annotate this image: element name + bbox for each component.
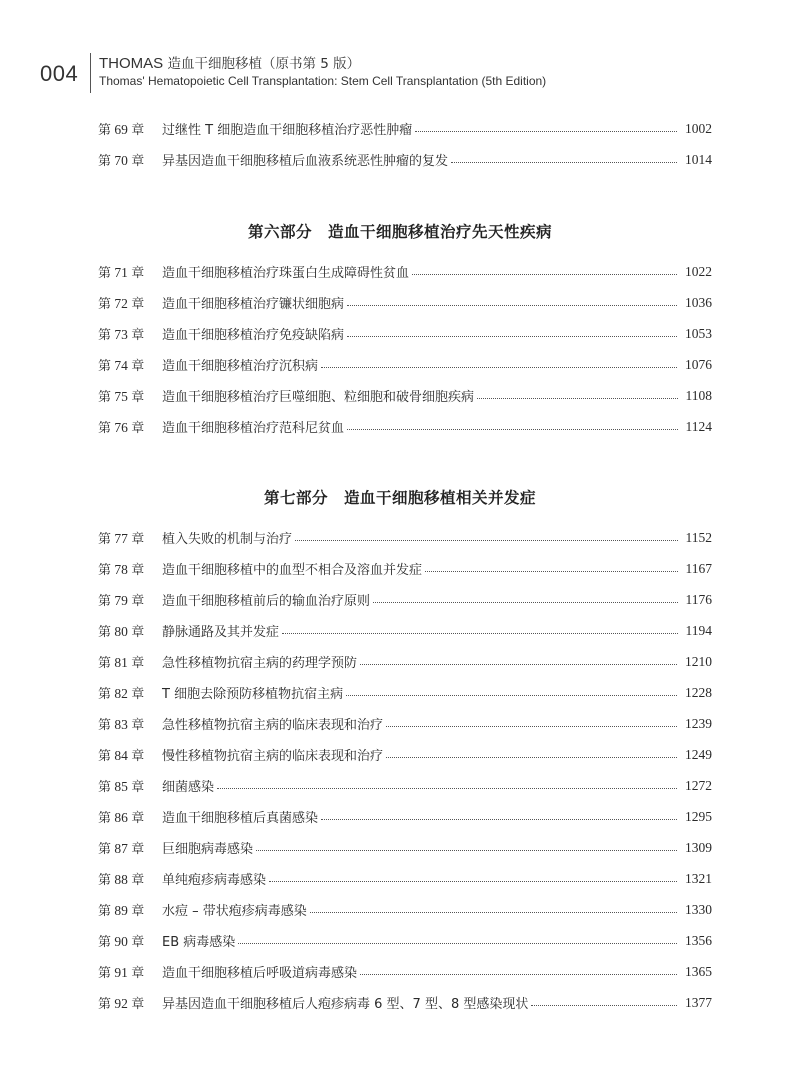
chapter-title: EB 病毒感染: [162, 935, 236, 950]
chapter-title: 急性移植物抗宿主病的药理学预防: [162, 656, 358, 671]
chapter-number: 84: [111, 748, 132, 763]
page-ref: 1377: [685, 994, 712, 1010]
page-ref: 1152: [685, 529, 712, 545]
chapter-prefix: 第: [98, 873, 112, 888]
chapter-prefix: 第: [98, 656, 112, 671]
page-ref: 1272: [685, 777, 712, 793]
page-ref: 1076: [685, 356, 712, 372]
chapter-title: 过继性 T 细胞造血干细胞移植治疗恶性肿瘤: [162, 123, 413, 138]
dot-leader: [269, 881, 677, 882]
chapter-prefix: 第: [98, 935, 112, 950]
chapter-prefix: 第: [98, 966, 112, 981]
book-title-cn-text: 造血干细胞移植（原书第 5 版）: [163, 56, 361, 72]
page-ref: 1365: [685, 963, 712, 979]
chapter-suffix: 章: [131, 997, 145, 1012]
page-ref: 1249: [685, 746, 712, 762]
chapter-title: 造血干细胞移植治疗沉积病: [162, 359, 319, 374]
chapter-suffix: 章: [131, 421, 145, 436]
chapter-title: 造血干细胞移植中的血型不相合及溶血并发症: [162, 563, 423, 578]
page-ref: 1053: [685, 325, 712, 341]
chapter-label: [98, 838, 162, 857]
chapter-number: 87: [111, 841, 132, 856]
chapter-label: [98, 590, 162, 609]
chapter-title: 单纯疱疹病毒感染: [162, 873, 267, 888]
chapter-label: [98, 745, 162, 764]
chapter-number: 78: [111, 562, 132, 577]
chapter-suffix: 章: [131, 563, 145, 578]
toc-entry[interactable]: [98, 894, 712, 925]
chapter-prefix: 第: [98, 904, 112, 919]
chapter-label: [98, 807, 162, 826]
page-ref: 1014: [685, 151, 712, 167]
chapter-number: 74: [111, 358, 132, 373]
chapter-title: 造血干细胞移植治疗镰状细胞病: [162, 297, 345, 312]
dot-leader: [321, 819, 677, 820]
chapter-label: [98, 993, 162, 1012]
chapter-number: 80: [111, 624, 132, 639]
chapter-prefix: 第: [98, 328, 112, 343]
dot-leader: [425, 571, 677, 572]
chapter-prefix: 第: [98, 421, 112, 436]
chapter-number: 71: [111, 265, 132, 280]
page-ref: 1356: [685, 932, 712, 948]
chapter-suffix: 章: [131, 359, 145, 374]
chapter-prefix: 第: [98, 359, 112, 374]
chapter-title: 水痘 – 带状疱疹病毒感染: [162, 904, 307, 919]
chapter-prefix: 第: [98, 154, 112, 169]
chapter-suffix: 章: [131, 873, 145, 888]
chapter-title: 慢性移植物抗宿主病的临床表现和治疗: [162, 749, 384, 764]
chapter-prefix: 第: [98, 718, 112, 733]
chapter-title: 植入失败的机制与治疗: [162, 532, 293, 547]
page-ref: 1321: [685, 870, 712, 886]
chapter-suffix: 章: [131, 328, 145, 343]
chapter-number: 82: [111, 686, 132, 701]
chapter-label: [98, 931, 162, 950]
page-ref: 1228: [685, 684, 712, 700]
chapter-suffix: 章: [131, 532, 145, 547]
toc-entry[interactable]: [98, 925, 712, 956]
chapter-label: [98, 714, 162, 733]
chapter-prefix: 第: [98, 532, 112, 547]
chapter-number: 91: [111, 965, 132, 980]
chapter-label: [98, 621, 162, 640]
dot-leader: [310, 912, 677, 913]
dot-leader: [347, 429, 677, 430]
dot-leader: [386, 757, 677, 758]
chapter-prefix: 第: [98, 297, 112, 312]
dot-leader: [295, 540, 677, 541]
chapter-label: [98, 355, 162, 374]
part-heading: 第七部分 造血干细胞移植相关并发症: [263, 489, 536, 507]
chapter-number: 77: [111, 531, 132, 546]
chapter-prefix: 第: [98, 842, 112, 857]
chapter-title: 造血干细胞移植治疗范科尼贫血: [162, 421, 345, 436]
chapter-title: 异基因造血干细胞移植后血液系统恶性肿瘤的复发: [162, 154, 449, 169]
chapter-title: 造血干细胞移植治疗珠蛋白生成障碍性贫血: [162, 266, 410, 281]
chapter-label: [98, 119, 162, 138]
chapter-label: [98, 683, 162, 702]
chapter-number: 73: [111, 327, 132, 342]
chapter-number: 89: [111, 903, 132, 918]
toc-entry[interactable]: [98, 349, 712, 380]
chapter-suffix: 章: [131, 123, 145, 138]
toc-entry[interactable]: [98, 256, 712, 287]
page-ref: 1330: [685, 901, 712, 917]
page-ref: 1108: [685, 387, 712, 403]
chapter-title: 造血干细胞移植后真菌感染: [162, 811, 319, 826]
chapter-title: 急性移植物抗宿主病的临床表现和治疗: [162, 718, 384, 733]
chapter-suffix: 章: [131, 266, 145, 281]
dot-leader: [346, 695, 677, 696]
dot-leader: [217, 788, 677, 789]
chapter-prefix: 第: [98, 811, 112, 826]
page-ref: 1167: [685, 560, 712, 576]
toc-entry[interactable]: [98, 615, 712, 646]
chapter-number: 92: [111, 996, 132, 1011]
chapter-prefix: 第: [98, 997, 112, 1012]
chapter-number: 90: [111, 934, 132, 949]
toc-entry[interactable]: [98, 646, 712, 677]
page-ref: 1124: [685, 418, 712, 434]
page-ref: 1022: [685, 263, 712, 279]
chapter-label: [98, 293, 162, 312]
page-ref: 1309: [685, 839, 712, 855]
chapter-prefix: 第: [98, 594, 112, 609]
dot-leader: [373, 602, 677, 603]
chapter-label: [98, 150, 162, 169]
dot-leader: [415, 131, 677, 132]
page-ref: 1239: [685, 715, 712, 731]
toc-entry[interactable]: [98, 987, 712, 1018]
chapter-title: 细菌感染: [162, 780, 215, 795]
chapter-suffix: 章: [131, 780, 145, 795]
chapter-prefix: 第: [98, 563, 112, 578]
dot-leader: [360, 664, 677, 665]
chapter-label: [98, 900, 162, 919]
dot-leader: [451, 162, 677, 163]
chapter-suffix: 章: [131, 390, 145, 405]
dot-leader: [386, 726, 677, 727]
toc-entry[interactable]: [98, 677, 712, 708]
chapter-title: T 细胞去除预防移植物抗宿主病: [162, 687, 344, 702]
chapter-label: [98, 559, 162, 578]
chapter-number: 86: [111, 810, 132, 825]
book-title-latin: THOMAS: [99, 55, 164, 72]
chapter-label: [98, 324, 162, 343]
page-ref: 1295: [685, 808, 712, 824]
toc-entry[interactable]: [98, 287, 712, 318]
book-title-en: Thomas' Hematopoietic Cell Transplantation: Stem Cell Transplantation (5th Edition): [99, 74, 547, 88]
chapter-prefix: 第: [98, 625, 112, 640]
toc-section: [98, 256, 712, 442]
part-heading: 第六部分 造血干细胞移植治疗先天性疾病: [247, 223, 552, 241]
chapter-prefix: 第: [98, 390, 112, 405]
header-divider: [90, 53, 91, 93]
chapter-prefix: 第: [98, 749, 112, 764]
chapter-number: 85: [111, 779, 132, 794]
chapter-title: 静脉通路及其并发症: [162, 625, 280, 640]
chapter-label: [98, 776, 162, 795]
chapter-prefix: 第: [98, 266, 112, 281]
dot-leader: [531, 1005, 677, 1006]
toc-entry[interactable]: [98, 380, 712, 411]
book-title-cn: [99, 52, 360, 72]
dot-leader: [477, 398, 677, 399]
toc-entry[interactable]: [98, 113, 712, 144]
dot-leader: [360, 974, 677, 975]
chapter-number: 75: [111, 389, 132, 404]
toc-entry[interactable]: [98, 956, 712, 987]
toc-entry[interactable]: [98, 863, 712, 894]
toc-entry[interactable]: [98, 708, 712, 739]
chapter-number: 69: [111, 122, 132, 137]
chapter-number: 70: [111, 153, 132, 168]
chapter-label: [98, 528, 162, 547]
dot-leader: [412, 274, 677, 275]
toc-entry[interactable]: [98, 770, 712, 801]
chapter-number: 83: [111, 717, 132, 732]
chapter-suffix: 章: [131, 297, 145, 312]
chapter-suffix: 章: [131, 842, 145, 857]
toc-entry[interactable]: [98, 144, 712, 175]
page-ref: 1210: [685, 653, 712, 669]
chapter-suffix: 章: [131, 625, 145, 640]
page-ref: 1176: [685, 591, 712, 607]
toc-entry[interactable]: [98, 411, 712, 442]
chapter-prefix: 第: [98, 780, 112, 795]
chapter-suffix: 章: [131, 718, 145, 733]
toc-section: [98, 113, 712, 175]
page-header: [36, 48, 776, 94]
chapter-suffix: 章: [131, 904, 145, 919]
dot-leader: [282, 633, 677, 634]
chapter-label: [98, 262, 162, 281]
chapter-label: [98, 417, 162, 436]
chapter-label: [98, 962, 162, 981]
toc-entry[interactable]: [98, 739, 712, 770]
chapter-prefix: 第: [98, 687, 112, 702]
chapter-number: 81: [111, 655, 132, 670]
toc-entry[interactable]: [98, 522, 712, 553]
page-ref: 1036: [685, 294, 712, 310]
chapter-title: 造血干细胞移植治疗巨噬细胞、粒细胞和破骨细胞疾病: [162, 390, 475, 405]
chapter-suffix: 章: [131, 749, 145, 764]
chapter-suffix: 章: [131, 966, 145, 981]
chapter-label: [98, 869, 162, 888]
chapter-number: 72: [111, 296, 132, 311]
chapter-number: 88: [111, 872, 132, 887]
chapter-title: 造血干细胞移植前后的输血治疗原则: [162, 594, 371, 609]
dot-leader: [347, 336, 677, 337]
dot-leader: [256, 850, 677, 851]
chapter-suffix: 章: [131, 656, 145, 671]
chapter-label: [98, 652, 162, 671]
toc-entry[interactable]: [98, 584, 712, 615]
chapter-title: 造血干细胞移植后呼吸道病毒感染: [162, 966, 358, 981]
toc-entry[interactable]: [98, 801, 712, 832]
chapter-suffix: 章: [131, 687, 145, 702]
toc-entry[interactable]: [98, 318, 712, 349]
toc-section: [98, 522, 712, 1018]
chapter-title: 异基因造血干细胞移植后人疱疹病毒 6 型、7 型、8 型感染现状: [162, 997, 529, 1012]
dot-leader: [321, 367, 677, 368]
chapter-title: 造血干细胞移植治疗免疫缺陷病: [162, 328, 345, 343]
chapter-suffix: 章: [131, 811, 145, 826]
dot-leader: [238, 943, 677, 944]
toc-entry[interactable]: [98, 553, 712, 584]
dot-leader: [347, 305, 677, 306]
chapter-suffix: 章: [131, 594, 145, 609]
chapter-title: 巨细胞病毒感染: [162, 842, 254, 857]
chapter-suffix: 章: [131, 154, 145, 169]
toc-entry[interactable]: [98, 832, 712, 863]
chapter-label: [98, 386, 162, 405]
chapter-number: 76: [111, 420, 132, 435]
page-ref: 1002: [685, 120, 712, 136]
chapter-suffix: 章: [131, 935, 145, 950]
chapter-number: 79: [111, 593, 132, 608]
page-number: 004: [40, 61, 79, 86]
chapter-prefix: 第: [98, 123, 112, 138]
page-ref: 1194: [685, 622, 712, 638]
